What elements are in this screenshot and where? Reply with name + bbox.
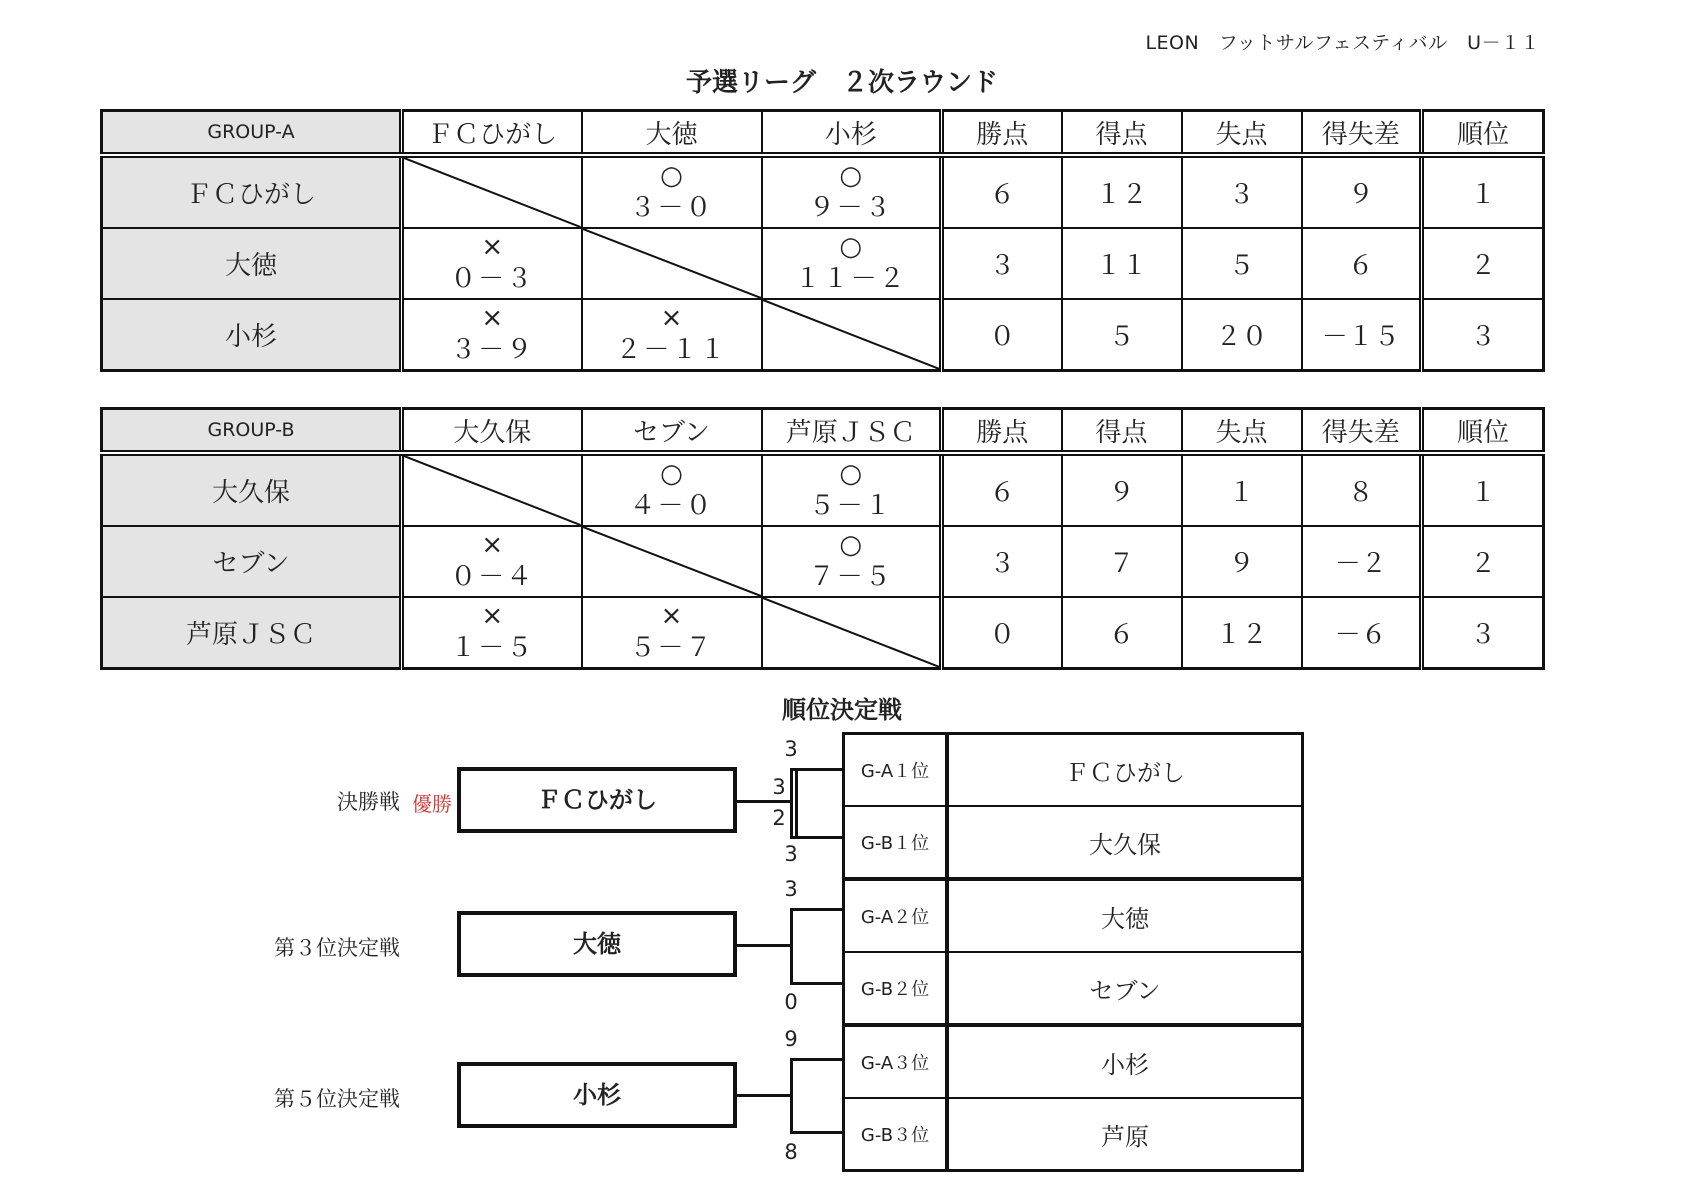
result-score: ５－１	[808, 490, 893, 521]
stat-goals-for: １２	[1062, 155, 1182, 228]
group-b-table	[100, 407, 1545, 670]
seed-label: G-B１位	[844, 806, 948, 879]
stat-points: ６	[942, 155, 1062, 228]
stat-goals-for: ７	[1062, 526, 1182, 597]
result-mark: ×	[481, 600, 504, 631]
result-score: ０－４	[450, 561, 535, 592]
stat-goals-against: １２	[1182, 597, 1302, 669]
seed-row	[844, 1025, 1303, 1098]
stat-rank: ３	[1422, 597, 1544, 669]
diagonal-cell	[582, 228, 762, 299]
result-mark: ×	[481, 529, 504, 560]
table-row	[102, 299, 1544, 371]
fifth-score-top: 9	[784, 1027, 798, 1051]
seed-label: G-A３位	[844, 1025, 948, 1098]
bracket-line	[790, 982, 842, 985]
stat-goal-difference: －６	[1302, 597, 1422, 669]
final-score-top-inner: 3	[772, 775, 786, 799]
result-mark: ○	[660, 458, 683, 489]
result-mark: ×	[481, 302, 504, 333]
third-place-label: 第３位決定戦	[274, 936, 400, 960]
column-team: ＦＣひがし	[402, 111, 582, 156]
table-row	[102, 155, 1544, 228]
result-cell	[762, 155, 942, 228]
stat-goals-for: ９	[1062, 453, 1182, 526]
diagonal-cell	[582, 526, 762, 597]
column-goals-for: 得点	[1062, 111, 1182, 156]
result-mark: ○	[660, 160, 683, 191]
fifth-score-bottom: 8	[784, 1140, 798, 1164]
table-row	[102, 228, 1544, 299]
seed-row	[844, 806, 1303, 879]
diagonal-cell	[402, 155, 582, 228]
bracket-line	[737, 800, 792, 803]
seed-team: 大久保	[947, 806, 1303, 879]
stat-points: ０	[942, 597, 1062, 669]
stat-points: ３	[942, 526, 1062, 597]
seed-label: G-A１位	[844, 734, 948, 807]
final-score-bottom-outer: 3	[784, 842, 798, 866]
column-rank: 順位	[1422, 111, 1544, 156]
seed-label: G-B３位	[844, 1098, 948, 1171]
seed-label: G-B２位	[844, 952, 948, 1025]
group-a-table	[100, 109, 1545, 372]
placement-title: 順位決定戦	[782, 696, 902, 724]
final-score-top-outer: 3	[784, 737, 798, 761]
stat-goal-difference: ８	[1302, 453, 1422, 526]
column-rank: 順位	[1422, 409, 1544, 454]
column-goal-difference: 得失差	[1302, 111, 1422, 156]
stat-goals-for: ６	[1062, 597, 1182, 669]
bracket-line	[795, 800, 798, 838]
seed-team: 大徳	[947, 879, 1303, 952]
stat-goal-difference: －１５	[1302, 299, 1422, 371]
group-label: GROUP-B	[102, 409, 402, 454]
stat-goals-against: ９	[1182, 526, 1302, 597]
final-score-bottom-inner: 2	[772, 806, 786, 830]
result-score: ４－０	[629, 490, 714, 521]
table-row	[102, 526, 1544, 597]
group-label: GROUP-A	[102, 111, 402, 156]
stat-rank: １	[1422, 155, 1544, 228]
column-team: 大久保	[402, 409, 582, 454]
fifth-place-winner-box: 小杉	[457, 1062, 737, 1128]
result-cell	[402, 597, 582, 669]
result-cell	[402, 526, 582, 597]
row-team-name: 大徳	[102, 228, 402, 299]
column-goals-against: 失点	[1182, 409, 1302, 454]
row-team-name: ＦＣひがし	[102, 155, 402, 228]
result-mark: ○	[839, 458, 863, 489]
result-score: １１－２	[794, 263, 907, 294]
seed-team: 小杉	[947, 1025, 1303, 1098]
stat-goal-difference: －２	[1302, 526, 1422, 597]
event-header: LEON フットサルフェスティバル U－１１	[1145, 32, 1540, 54]
result-score: ５－７	[629, 632, 714, 663]
column-points: 勝点	[942, 111, 1062, 156]
seed-team: ＦＣひがし	[947, 734, 1303, 807]
column-team: 小杉	[762, 111, 942, 156]
result-score: ３－９	[450, 334, 535, 365]
column-goals-against: 失点	[1182, 111, 1302, 156]
stat-rank: ２	[1422, 526, 1544, 597]
stat-rank: ３	[1422, 299, 1544, 371]
seed-row	[844, 734, 1303, 807]
third-place-winner-box: 大徳	[457, 911, 737, 977]
result-score: ０－３	[450, 263, 535, 294]
result-cell	[762, 228, 942, 299]
bracket-line	[790, 1058, 842, 1061]
stat-goals-against: ３	[1182, 155, 1302, 228]
result-cell	[762, 526, 942, 597]
result-cell	[402, 299, 582, 371]
third-score-bottom: 0	[784, 990, 798, 1014]
result-mark: ○	[839, 529, 863, 560]
result-mark: ×	[660, 302, 683, 333]
column-team: 芦原ＪＳＣ	[762, 409, 942, 454]
seed-team: 芦原	[947, 1098, 1303, 1171]
bracket-line	[790, 908, 793, 984]
seed-row	[844, 879, 1303, 952]
column-team: 大徳	[582, 111, 762, 156]
stat-rank: ２	[1422, 228, 1544, 299]
seed-label: G-A２位	[844, 879, 948, 952]
result-cell	[762, 453, 942, 526]
stat-goals-against: ２０	[1182, 299, 1302, 371]
stat-points: ３	[942, 228, 1062, 299]
column-goal-difference: 得失差	[1302, 409, 1422, 454]
page-title: 予選リーグ ２次ラウンド	[685, 68, 998, 98]
bracket-line	[795, 768, 798, 802]
column-team: セブン	[582, 409, 762, 454]
row-team-name: 小杉	[102, 299, 402, 371]
result-score: １－５	[450, 632, 535, 663]
bracket-line	[737, 944, 792, 947]
placement-seed-table	[842, 732, 1304, 1172]
bracket-line	[790, 1058, 793, 1133]
result-cell	[582, 299, 762, 371]
result-score: ９－３	[808, 192, 893, 223]
result-cell	[582, 597, 762, 669]
result-mark: ×	[481, 231, 504, 262]
result-cell	[582, 155, 762, 228]
stat-goal-difference: ６	[1302, 228, 1422, 299]
bracket-line	[790, 908, 842, 911]
column-points: 勝点	[942, 409, 1062, 454]
row-team-name: セブン	[102, 526, 402, 597]
result-mark: ○	[839, 231, 863, 262]
row-team-name: 芦原ＪＳＣ	[102, 597, 402, 669]
result-score: ７－５	[808, 561, 893, 592]
diagonal-cell	[762, 597, 942, 669]
stat-goals-for: ５	[1062, 299, 1182, 371]
result-score: ２－１１	[615, 334, 728, 365]
final-label: 決勝戦	[337, 790, 400, 814]
third-score-top: 3	[784, 877, 798, 901]
stat-goals-against: ５	[1182, 228, 1302, 299]
fifth-place-label: 第５位決定戦	[274, 1087, 400, 1111]
result-mark: ×	[660, 600, 683, 631]
stat-goals-against: １	[1182, 453, 1302, 526]
stat-rank: １	[1422, 453, 1544, 526]
stat-goal-difference: ９	[1302, 155, 1422, 228]
table-row	[102, 453, 1544, 526]
stat-points: ６	[942, 453, 1062, 526]
seed-row	[844, 952, 1303, 1025]
final-winner-box: ＦＣひがし	[457, 767, 737, 833]
result-cell	[582, 453, 762, 526]
seed-team: セブン	[947, 952, 1303, 1025]
column-goals-for: 得点	[1062, 409, 1182, 454]
row-team-name: 大久保	[102, 453, 402, 526]
diagonal-cell	[762, 299, 942, 371]
result-mark: ○	[839, 160, 863, 191]
diagonal-cell	[402, 453, 582, 526]
stat-goals-for: １１	[1062, 228, 1182, 299]
bracket-line	[790, 1131, 842, 1134]
bracket-line	[737, 1094, 792, 1097]
stat-points: ０	[942, 299, 1062, 371]
seed-row	[844, 1098, 1303, 1171]
result-score: ３－０	[629, 192, 714, 223]
result-cell	[402, 228, 582, 299]
winner-tag: 優勝	[412, 792, 452, 816]
table-row	[102, 597, 1544, 669]
